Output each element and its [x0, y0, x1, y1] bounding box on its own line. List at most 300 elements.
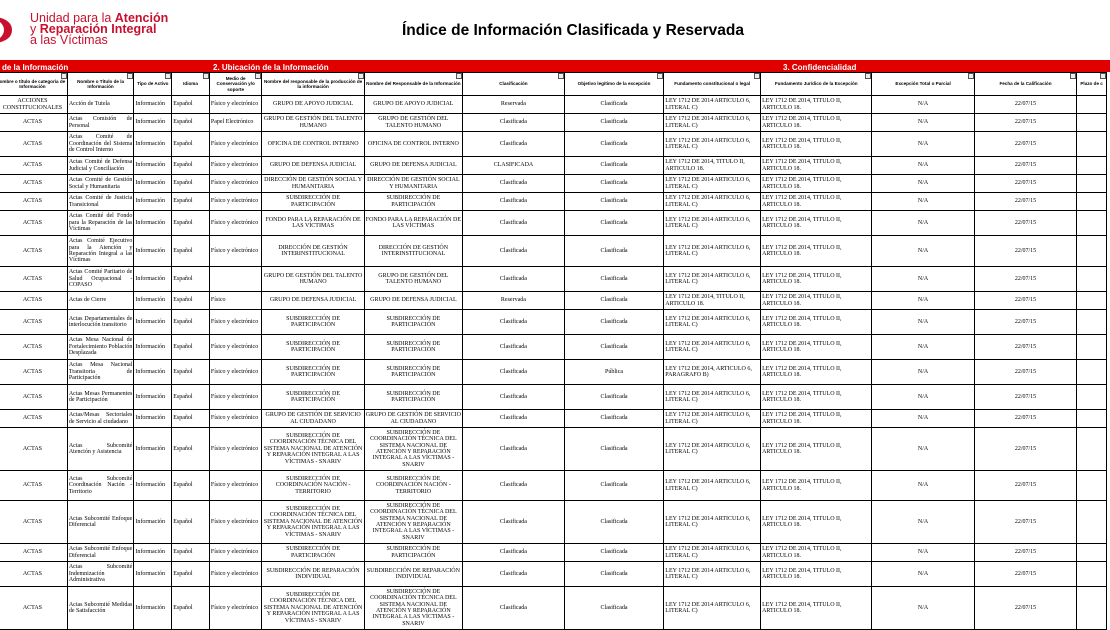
cell-clas: Clasificada	[463, 132, 565, 157]
cell-clas: Clasificada	[463, 562, 565, 587]
cell-idioma: Español	[172, 157, 210, 175]
cell-tipo: Información	[134, 410, 172, 428]
cell-nombre: Actas Subcomité Coordinación Nación - Territorio	[67, 471, 134, 501]
cell-fund: LEY 1712 DE 2014 ARTICULO 6, LITERAL C)	[664, 410, 761, 428]
cell-tipo: Información	[134, 471, 172, 501]
cell-idioma: Español	[172, 501, 210, 544]
cell-nombre: Actas Subcomité Enfoque Diferencial	[67, 544, 134, 562]
cell-obj: Clasificada	[564, 562, 664, 587]
cell-prod: GRUPO DE GESTIÓN DEL TALENTO HUMANO	[262, 114, 364, 132]
section-location: 2. Ubicación de la Información	[213, 63, 329, 72]
cell-cat: ACTAS	[0, 501, 67, 544]
column-header	[209, 73, 262, 96]
cell-cat: ACTAS	[0, 211, 67, 236]
cell-medio: Físico y electrónico	[209, 335, 262, 360]
cell-jur: LEY 1712 DE 2014, TITULO II, ARTICULO 18.	[761, 267, 872, 292]
table-row	[0, 132, 1107, 157]
filter-dropdown-icon[interactable]	[657, 73, 663, 79]
cell-fund: LEY 1712 DE 2014 ARTICULO 6, LITERAL C)	[664, 562, 761, 587]
cell-jur: LEY 1712 DE 2014, TITULO II, ARTICULO 18.	[761, 175, 872, 193]
table-row	[0, 587, 1107, 630]
cell-idioma: Español	[172, 562, 210, 587]
cell-fund: LEY 1712 DE 2014 ARTICULO 6, LITERAL C)	[664, 471, 761, 501]
cell-tipo: Información	[134, 157, 172, 175]
column-header-label: Fundamento Jurídico de la Excepción	[774, 81, 858, 87]
cell-resp: SUBDIRECCIÓN DE COORDINACIÓN TÉCNICA DEL SISTEMA NACIONAL DE ATENCIÓN Y REPARACIÓN INTEGRAL A LAS VÍCTIMAS - SNARIV	[364, 587, 462, 630]
cell-prod: SUBDIRECCIÓN DE PARTICIPACIÓN	[262, 360, 364, 385]
cell-jur: LEY 1712 DE 2014, TITULO II, ARTICULO 18.	[761, 292, 872, 310]
filter-dropdown-icon[interactable]	[456, 73, 462, 79]
cell-obj: Clasificada	[564, 193, 664, 211]
cell-medio: Físico y electrónico	[209, 236, 262, 267]
column-header	[664, 73, 761, 96]
cell-idioma: Español	[172, 96, 210, 114]
cell-tipo: Información	[134, 428, 172, 471]
cell-nombre: Actas Subcomité Atención y Asistencia	[67, 428, 134, 471]
cell-resp: DIRECCIÓN DE GESTIÓN INTERINSTITUCIONAL	[364, 236, 462, 267]
cell-jur: LEY 1712 DE 2014, TITULO II, ARTICULO 18.	[761, 114, 872, 132]
filter-dropdown-icon[interactable]	[203, 73, 209, 79]
cell-obj: Clasificada	[564, 471, 664, 501]
cell-fecha: 22/07/15	[974, 193, 1076, 211]
column-header-label: Medio de Conservación y/o soporte	[216, 76, 255, 92]
cell-tipo: Información	[134, 114, 172, 132]
cell-cat: ACCIONES CONSTITUCIONALES	[0, 96, 67, 114]
cell-exc: N/A	[872, 471, 974, 501]
cell-resp: SUBDIRECCIÓN DE PARTICIPACIÓN	[364, 310, 462, 335]
cell-exc: N/A	[872, 544, 974, 562]
cell-obj: Clasificada	[564, 544, 664, 562]
table-body	[0, 96, 1107, 630]
cell-cat: ACTAS	[0, 267, 67, 292]
cell-fund: LEY 1712 DE 2014 ARTICULO 6, LITERAL C)	[664, 385, 761, 410]
cell-medio: Físico y electrónico	[209, 544, 262, 562]
cell-cat: ACTAS	[0, 132, 67, 157]
column-header	[0, 73, 67, 96]
cell-prod: SUBDIRECCIÓN DE PARTICIPACIÓN	[262, 385, 364, 410]
table-row	[0, 267, 1107, 292]
cell-exc: N/A	[872, 175, 974, 193]
cell-fecha: 22/07/15	[974, 428, 1076, 471]
cell-fund: LEY 1712 DE 2014 ARTICULO 6, LITERAL C)	[664, 175, 761, 193]
cell-clas: Clasificada	[463, 587, 565, 630]
cell-clas: Clasificada	[463, 236, 565, 267]
cell-cat: ACTAS	[0, 292, 67, 310]
cell-cat: ACTAS	[0, 385, 67, 410]
cell-cat: ACTAS	[0, 193, 67, 211]
cell-exc: N/A	[872, 360, 974, 385]
cell-nombre: Actas de Cierre	[67, 292, 134, 310]
cell-medio: Físico y electrónico	[209, 410, 262, 428]
filter-dropdown-icon[interactable]	[754, 73, 760, 79]
cell-plazo	[1077, 562, 1107, 587]
cell-nombre: Actas Comité de Coordinación del Sistema de Control Interno	[67, 132, 134, 157]
cell-fecha: 22/07/15	[974, 157, 1076, 175]
cell-clas: Clasificada	[463, 267, 565, 292]
cell-tipo: Información	[134, 587, 172, 630]
cell-clas: Clasificada	[463, 544, 565, 562]
cell-fecha: 22/07/15	[974, 562, 1076, 587]
cell-fecha: 22/07/15	[974, 471, 1076, 501]
cell-resp: FONDO PARA LA REPARACIÓN DE LAS VÍCTIMAS	[364, 211, 462, 236]
cell-nombre: Actas Comité de Gestión Social y Humanitaria	[67, 175, 134, 193]
cell-nombre: Actas Comité de Defensa Judicial y Conciliación	[67, 157, 134, 175]
cell-tipo: Información	[134, 501, 172, 544]
cell-plazo	[1077, 335, 1107, 360]
cell-medio: Físico y electrónico	[209, 132, 262, 157]
cell-cat: ACTAS	[0, 114, 67, 132]
cell-fecha: 22/07/15	[974, 96, 1076, 114]
filter-dropdown-icon[interactable]	[865, 73, 871, 79]
cell-resp: SUBDIRECCIÓN DE COORDINACIÓN TÉCNICA DEL SISTEMA NACIONAL DE ATENCIÓN Y REPARACIÓN INTEGRAL A LAS VÍCTIMAS - SNARIV	[364, 428, 462, 471]
table-row	[0, 335, 1107, 360]
cell-medio: Físico y electrónico	[209, 157, 262, 175]
cell-resp: GRUPO DE GESTIÓN DEL TALENTO HUMANO	[364, 114, 462, 132]
logo-line-1: Unidad para la Atención	[30, 11, 169, 25]
cell-resp: GRUPO DE DEFENSA JUDICIAL	[364, 292, 462, 310]
cell-fecha: 22/07/15	[974, 587, 1076, 630]
table-row	[0, 211, 1107, 236]
cell-nombre: Actas Comité Ejecutivo para la Atención y Reparación Integral a las Víctimas	[67, 236, 134, 267]
cell-idioma: Español	[172, 175, 210, 193]
column-header	[67, 73, 134, 96]
column-header	[262, 73, 364, 96]
cell-fecha: 22/07/15	[974, 175, 1076, 193]
cell-fund: LEY 1712 DE 2014, TITULO II, ARTICULO 18.	[664, 157, 761, 175]
cell-nombre: Actas Subcomité Indemnización Administrativa	[67, 562, 134, 587]
table-row	[0, 360, 1107, 385]
cell-resp: OFICINA DE CONTROL INTERNO	[364, 132, 462, 157]
cell-jur: LEY 1712 DE 2014, TITULO II, ARTICULO 18.	[761, 157, 872, 175]
cell-cat: ACTAS	[0, 562, 67, 587]
cell-fecha: 22/07/15	[974, 501, 1076, 544]
cell-tipo: Información	[134, 292, 172, 310]
column-header-label: Plazo de c	[1080, 81, 1103, 87]
cell-nombre: Actas Mesa Nacional Transitoria de Participación	[67, 360, 134, 385]
cell-medio: Físico y electrónico	[209, 587, 262, 630]
cell-jur: LEY 1712 DE 2014, TITULO II, ARTICULO 18.	[761, 471, 872, 501]
cell-idioma: Español	[172, 428, 210, 471]
cell-prod: FONDO PARA LA REPARACIÓN DE LAS VÍCTIMAS	[262, 211, 364, 236]
cell-medio: Físico y electrónico	[209, 193, 262, 211]
column-header-label: Nombre del responsable de la producción de la información	[263, 78, 363, 89]
cell-cat: ACTAS	[0, 587, 67, 630]
cell-exc: N/A	[872, 562, 974, 587]
cell-resp: SUBDIRECCIÓN DE REPARACIÓN INDIVIDUAL	[364, 562, 462, 587]
cell-tipo: Información	[134, 544, 172, 562]
cell-resp: SUBDIRECCIÓN DE COORDINACIÓN NACIÓN - TERRITORIO	[364, 471, 462, 501]
column-header-label: Clasificación	[499, 81, 528, 87]
cell-clas: Clasificada	[463, 360, 565, 385]
cell-clas: CLASIFICADA	[463, 157, 565, 175]
cell-prod: DIRECCIÓN DE GESTIÓN INTERINSTITUCIONAL	[262, 236, 364, 267]
cell-plazo	[1077, 236, 1107, 267]
cell-jur: LEY 1712 DE 2014, TITULO II, ARTICULO 18.	[761, 428, 872, 471]
cell-tipo: Información	[134, 96, 172, 114]
cell-jur: LEY 1712 DE 2014, TITULO II, ARTICULO 18.	[761, 410, 872, 428]
cell-plazo	[1077, 385, 1107, 410]
cell-cat: ACTAS	[0, 410, 67, 428]
cell-cat: ACTAS	[0, 335, 67, 360]
column-header	[463, 73, 565, 96]
table-row	[0, 310, 1107, 335]
cell-exc: N/A	[872, 193, 974, 211]
cell-jur: LEY 1712 DE 2014, TITULO II, ARTICULO 18.	[761, 587, 872, 630]
cell-jur: LEY 1712 DE 2014, TITULO II, ARTICULO 18.	[761, 360, 872, 385]
cell-nombre: Actas Comisión de Personal	[67, 114, 134, 132]
cell-obj: Clasificada	[564, 587, 664, 630]
cell-prod: SUBDIRECCIÓN DE COORDINACIÓN TÉCNICA DEL SISTEMA NACIONAL DE ATENCIÓN Y REPARACIÓN INTEGRAL A LAS VÍCTIMAS - SNARIV	[262, 501, 364, 544]
filter-dropdown-icon[interactable]	[255, 73, 261, 79]
cell-prod: SUBDIRECCIÓN DE COORDINACIÓN TÉCNICA DEL SISTEMA NACIONAL DE ATENCIÓN Y REPARACIÓN INTEGRAL A LAS VÍCTIMAS - SNARIV	[262, 587, 364, 630]
cell-prod: OFICINA DE CONTROL INTERNO	[262, 132, 364, 157]
filter-dropdown-icon[interactable]	[358, 73, 364, 79]
cell-nombre: Acción de Tutela	[67, 96, 134, 114]
table-row	[0, 175, 1107, 193]
cell-medio: Físico y electrónico	[209, 360, 262, 385]
cell-clas: Clasificada	[463, 114, 565, 132]
cell-jur: LEY 1712 DE 2014, TITULO II, ARTICULO 18.	[761, 335, 872, 360]
cell-jur: LEY 1712 DE 2014, TITULO II, ARTICULO 18.	[761, 385, 872, 410]
cell-jur: LEY 1712 DE 2014, TITULO II, ARTICULO 18.	[761, 193, 872, 211]
cell-tipo: Información	[134, 236, 172, 267]
cell-resp: GRUPO DE DEFENSA JUDICIAL	[364, 157, 462, 175]
cell-exc: N/A	[872, 428, 974, 471]
cell-fund: LEY 1712 DE 2014 ARTICULO 6, LITERAL C)	[664, 114, 761, 132]
cell-fecha: 22/07/15	[974, 544, 1076, 562]
cell-exc: N/A	[872, 310, 974, 335]
cell-exc: N/A	[872, 267, 974, 292]
cell-idioma: Español	[172, 385, 210, 410]
cell-prod: SUBDIRECCIÓN DE PARTICIPACIÓN	[262, 335, 364, 360]
cell-fund: LEY 1712 DE 2014 ARTICULO 6, LITERAL C)	[664, 335, 761, 360]
cell-obj: Clasificada	[564, 410, 664, 428]
cell-clas: Clasificada	[463, 385, 565, 410]
cell-exc: N/A	[872, 410, 974, 428]
cell-cat: ACTAS	[0, 471, 67, 501]
cell-plazo	[1077, 310, 1107, 335]
cell-obj: Pública	[564, 360, 664, 385]
cell-idioma: Español	[172, 335, 210, 360]
cell-prod: SUBDIRECCIÓN DE PARTICIPACIÓN	[262, 544, 364, 562]
cell-fecha: 22/07/15	[974, 335, 1076, 360]
cell-nombre: Actas Comité de Justicia Transicional	[67, 193, 134, 211]
cell-clas: Clasificada	[463, 310, 565, 335]
table-row	[0, 157, 1107, 175]
cell-plazo	[1077, 157, 1107, 175]
filter-dropdown-icon[interactable]	[61, 73, 67, 79]
cell-cat: ACTAS	[0, 428, 67, 471]
cell-obj: Clasificada	[564, 132, 664, 157]
cell-jur: LEY 1712 DE 2014, TITULO II, ARTICULO 18.	[761, 544, 872, 562]
logo-line-3: a las Víctimas	[30, 33, 108, 47]
cell-resp: GRUPO DE APOYO JUDICIAL	[364, 96, 462, 114]
cell-fund: LEY 1712 DE 2014 ARTICULO 6, LITERAL C)	[664, 193, 761, 211]
cell-prod: GRUPO DE DEFENSA JUDICIAL	[262, 157, 364, 175]
cell-clas: Clasificada	[463, 211, 565, 236]
filter-dropdown-icon[interactable]	[1070, 73, 1076, 79]
column-header-label: Nombre o Título de la Información	[77, 78, 125, 89]
cell-tipo: Información	[134, 267, 172, 292]
cell-clas: Clasificada	[463, 193, 565, 211]
cell-obj: Clasificada	[564, 114, 664, 132]
cell-plazo	[1077, 211, 1107, 236]
filter-dropdown-icon[interactable]	[968, 73, 974, 79]
column-header	[761, 73, 872, 96]
cell-obj: Clasificada	[564, 175, 664, 193]
filter-dropdown-icon[interactable]	[558, 73, 564, 79]
cell-prod: DIRECCIÓN DE GESTIÓN SOCIAL Y HUMANITARIA	[262, 175, 364, 193]
cell-fecha: 22/07/15	[974, 132, 1076, 157]
cell-tipo: Información	[134, 175, 172, 193]
table-row	[0, 410, 1107, 428]
cell-idioma: Español	[172, 544, 210, 562]
cell-prod: SUBDIRECCIÓN DE PARTICIPACIÓN	[262, 310, 364, 335]
column-header	[134, 73, 172, 96]
cell-exc: N/A	[872, 96, 974, 114]
table-row	[0, 471, 1107, 501]
column-header-label: Fecha de la Calificación	[999, 81, 1052, 87]
filter-dropdown-icon[interactable]	[165, 73, 171, 79]
emblem-icon	[0, 12, 16, 48]
cell-idioma: Español	[172, 292, 210, 310]
table-row	[0, 96, 1107, 114]
cell-exc: N/A	[872, 501, 974, 544]
cell-medio: Físico y electrónico	[209, 211, 262, 236]
column-header-label: ombre o título de categoría de Información	[0, 78, 66, 89]
cell-jur: LEY 1712 DE 2014, TITULO II, ARTICULO 18.	[761, 96, 872, 114]
cell-clas: Clasificada	[463, 471, 565, 501]
cell-prod: SUBDIRECCIÓN DE PARTICIPACIÓN	[262, 193, 364, 211]
cell-nombre: Actas Subcomité Medidas de Satisfacción	[67, 587, 134, 630]
cell-obj: Clasificada	[564, 157, 664, 175]
column-header	[872, 73, 974, 96]
cell-fecha: 22/07/15	[974, 410, 1076, 428]
cell-obj: Clasificada	[564, 501, 664, 544]
cell-exc: N/A	[872, 114, 974, 132]
cell-prod: SUBDIRECCIÓN DE REPARACIÓN INDIVIDUAL	[262, 562, 364, 587]
cell-obj: Clasificada	[564, 267, 664, 292]
cell-fund: LEY 1712 DE 2014 ARTICULO 6, LITERAL C)	[664, 587, 761, 630]
cell-plazo	[1077, 132, 1107, 157]
column-header-label: Idioma	[183, 81, 198, 87]
cell-cat: ACTAS	[0, 175, 67, 193]
cell-medio: Físico y electrónico	[209, 562, 262, 587]
cell-idioma: Español	[172, 471, 210, 501]
cell-resp: DIRECCIÓN DE GESTIÓN SOCIAL Y HUMANITARIA	[364, 175, 462, 193]
column-header-label: Excepción Total o Parcial	[895, 81, 951, 87]
table-row	[0, 292, 1107, 310]
cell-idioma: Español	[172, 587, 210, 630]
column-header-label: Objetivo legítimo de la excepción	[577, 81, 651, 87]
cell-plazo	[1077, 96, 1107, 114]
cell-clas: Clasificada	[463, 175, 565, 193]
cell-medio: Físico y electrónico	[209, 428, 262, 471]
column-header-row	[0, 73, 1107, 96]
cell-tipo: Información	[134, 310, 172, 335]
cell-clas: Clasificada	[463, 428, 565, 471]
filter-dropdown-icon[interactable]	[1100, 73, 1106, 79]
cell-jur: LEY 1712 DE 2014, TITULO II, ARTICULO 18.	[761, 132, 872, 157]
cell-nombre: Actas Departamentales de interlocución transitorio	[67, 310, 134, 335]
cell-idioma: Español	[172, 132, 210, 157]
cell-exc: N/A	[872, 157, 974, 175]
classified-information-table	[0, 72, 1107, 630]
cell-nombre: Actas Subcomité Enfoque Diferencial	[67, 501, 134, 544]
cell-exc: N/A	[872, 385, 974, 410]
cell-tipo: Información	[134, 335, 172, 360]
cell-plazo	[1077, 114, 1107, 132]
column-header	[974, 73, 1076, 96]
cell-obj: Clasificada	[564, 310, 664, 335]
cell-medio: Físico y electrónico	[209, 471, 262, 501]
cell-fund: LEY 1712 DE 2014 ARTICULO 6, LITERAL C)	[664, 428, 761, 471]
cell-fund: LEY 1712 DE 2014 ARTICULO 6, LITERAL C)	[664, 132, 761, 157]
cell-exc: N/A	[872, 587, 974, 630]
table-row	[0, 385, 1107, 410]
cell-fecha: 22/07/15	[974, 211, 1076, 236]
cell-resp: SUBDIRECCIÓN DE PARTICIPACIÓN	[364, 360, 462, 385]
cell-tipo: Información	[134, 562, 172, 587]
cell-fecha: 22/07/15	[974, 310, 1076, 335]
table-row	[0, 114, 1107, 132]
table-row	[0, 193, 1107, 211]
cell-prod: SUBDIRECCIÓN DE COORDINACIÓN NACIÓN - TERRITORIO	[262, 471, 364, 501]
cell-jur: LEY 1712 DE 2014, TITULO II, ARTICULO 18.	[761, 562, 872, 587]
cell-jur: LEY 1712 DE 2014, TITULO II, ARTICULO 18.	[761, 236, 872, 267]
column-header-label: Tipo de Activo	[137, 81, 169, 87]
cell-nombre: Actas/Mesas Sectoriales de Servicio al ciudadano	[67, 410, 134, 428]
cell-tipo: Información	[134, 193, 172, 211]
cell-fecha: 22/07/15	[974, 114, 1076, 132]
cell-nombre: Actas Mesa Nacional de Fortalecimiento Población Desplazada	[67, 335, 134, 360]
cell-obj: Clasificada	[564, 236, 664, 267]
cell-cat: ACTAS	[0, 157, 67, 175]
cell-fund: LEY 1712 DE 2014, TITULO II, ARTICULO 18.	[664, 292, 761, 310]
cell-fecha: 22/07/15	[974, 360, 1076, 385]
cell-medio: Físico y electrónico	[209, 310, 262, 335]
cell-exc: N/A	[872, 335, 974, 360]
cell-plazo	[1077, 267, 1107, 292]
table-row	[0, 562, 1107, 587]
filter-dropdown-icon[interactable]	[127, 73, 133, 79]
cell-cat: ACTAS	[0, 360, 67, 385]
cell-medio: Papel Electrónico	[209, 114, 262, 132]
cell-plazo	[1077, 587, 1107, 630]
cell-clas: Clasificada	[463, 410, 565, 428]
cell-fund: LEY 1712 DE 2014 ARTICULO 6, LITERAL C)	[664, 211, 761, 236]
column-header-label: Fundamento constitucional o legal	[674, 81, 751, 87]
cell-cat: ACTAS	[0, 236, 67, 267]
cell-fund: LEY 1712 DE 2014 ARTICULO 6, LITERAL C)	[664, 236, 761, 267]
cell-tipo: Información	[134, 360, 172, 385]
cell-idioma: Español	[172, 310, 210, 335]
section-confidentiality: 3. Confidencialidad	[783, 63, 857, 72]
table-row	[0, 501, 1107, 544]
cell-plazo	[1077, 175, 1107, 193]
cell-plazo	[1077, 428, 1107, 471]
logo-line-2: y Reparación Integral	[30, 22, 157, 36]
cell-fund: LEY 1712 DE 2014 ARTICULO 6, LITERAL C)	[664, 96, 761, 114]
page-title: Índice de Información Clasificada y Reservada	[402, 22, 744, 39]
cell-obj: Clasificada	[564, 96, 664, 114]
cell-idioma: Español	[172, 236, 210, 267]
cell-fecha: 22/07/15	[974, 385, 1076, 410]
cell-fund: LEY 1712 DE 2014 ARTICULO 6, LITERAL C)	[664, 501, 761, 544]
cell-fecha: 22/07/15	[974, 267, 1076, 292]
cell-obj: Clasificada	[564, 292, 664, 310]
cell-fund: LEY 1712 DE 2014 ARTICULO 6, LITERAL C)	[664, 310, 761, 335]
